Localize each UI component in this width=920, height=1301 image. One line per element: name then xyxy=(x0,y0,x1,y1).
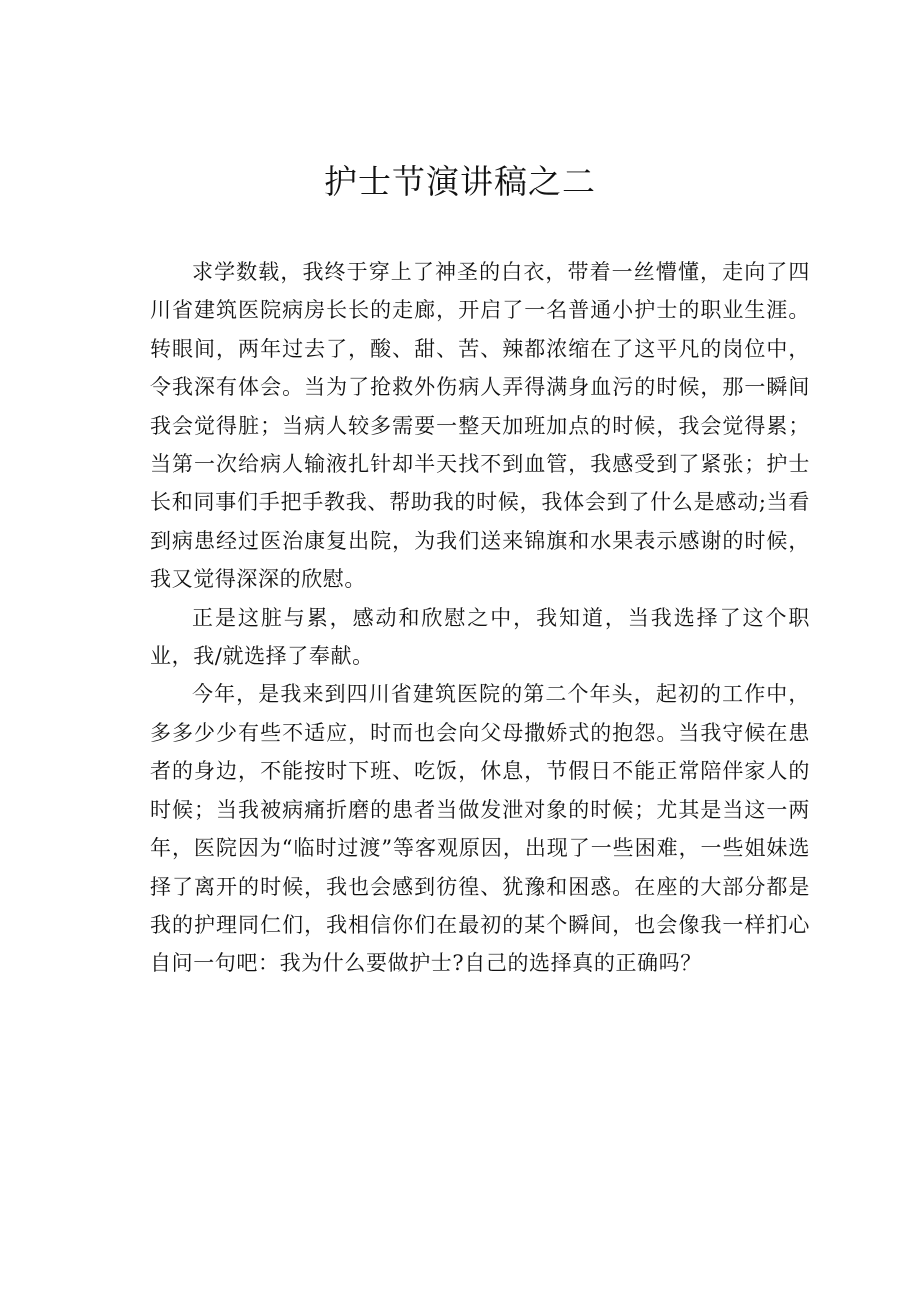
document-title: 护士节演讲稿之二 xyxy=(324,162,596,201)
paragraph-3: 今年，是我来到四川省建筑医院的第二个年头，起初的工作中，多多少少有些不适应，时而也会向父母撒娇式的抱怨。当我守候在患者的身边，不能按时下班、吃饭，休息，节假日不能正常陪伴家人的时候；当我被病痛折磨的患者当做发泄对象的时候；尤其是当这一两年，医院因为“临时过渡”等客观原因，出现了一些困难，一些姐妹选择了离开的时候，我也会感到彷徨、犹豫和困惑。在座的大部分都是我的护理同仁们，我相信你们在最初的某个瞬间，也会像我一样扪心自问一句吧：我为什么要做护士?自己的选择真的正确吗？ xyxy=(150,682,810,976)
paragraph-1: 求学数载，我终于穿上了神圣的白衣，带着一丝懵懂，走向了四川省建筑医院病房长长的走廊，开启了一名普通小护士的职业生涯。转眼间，两年过去了，酸、甜、苦、辣都浓缩在了这平凡的岗位中，令我深有体会。当为了抢救外伤病人弄得满身血污的时候，那一瞬间我会觉得脏；当病人较多需要一整天加班加点的时候，我会觉得累；当第一次给病人输液扎针却半天找不到血管，我感受到了紧张；护士长和同事们手把手教我、帮助我的时候，我体会到了什么是感动;当看到病患经过医治康复出院，为我们送来锦旗和水果表示感谢的时候，我又觉得深深的欣慰。 xyxy=(150,260,810,592)
paragraph-2: 正是这脏与累，感动和欣慰之中，我知道，当我选择了这个职业，我/就选择了奉献。 xyxy=(150,605,810,669)
document-body xyxy=(150,253,810,983)
